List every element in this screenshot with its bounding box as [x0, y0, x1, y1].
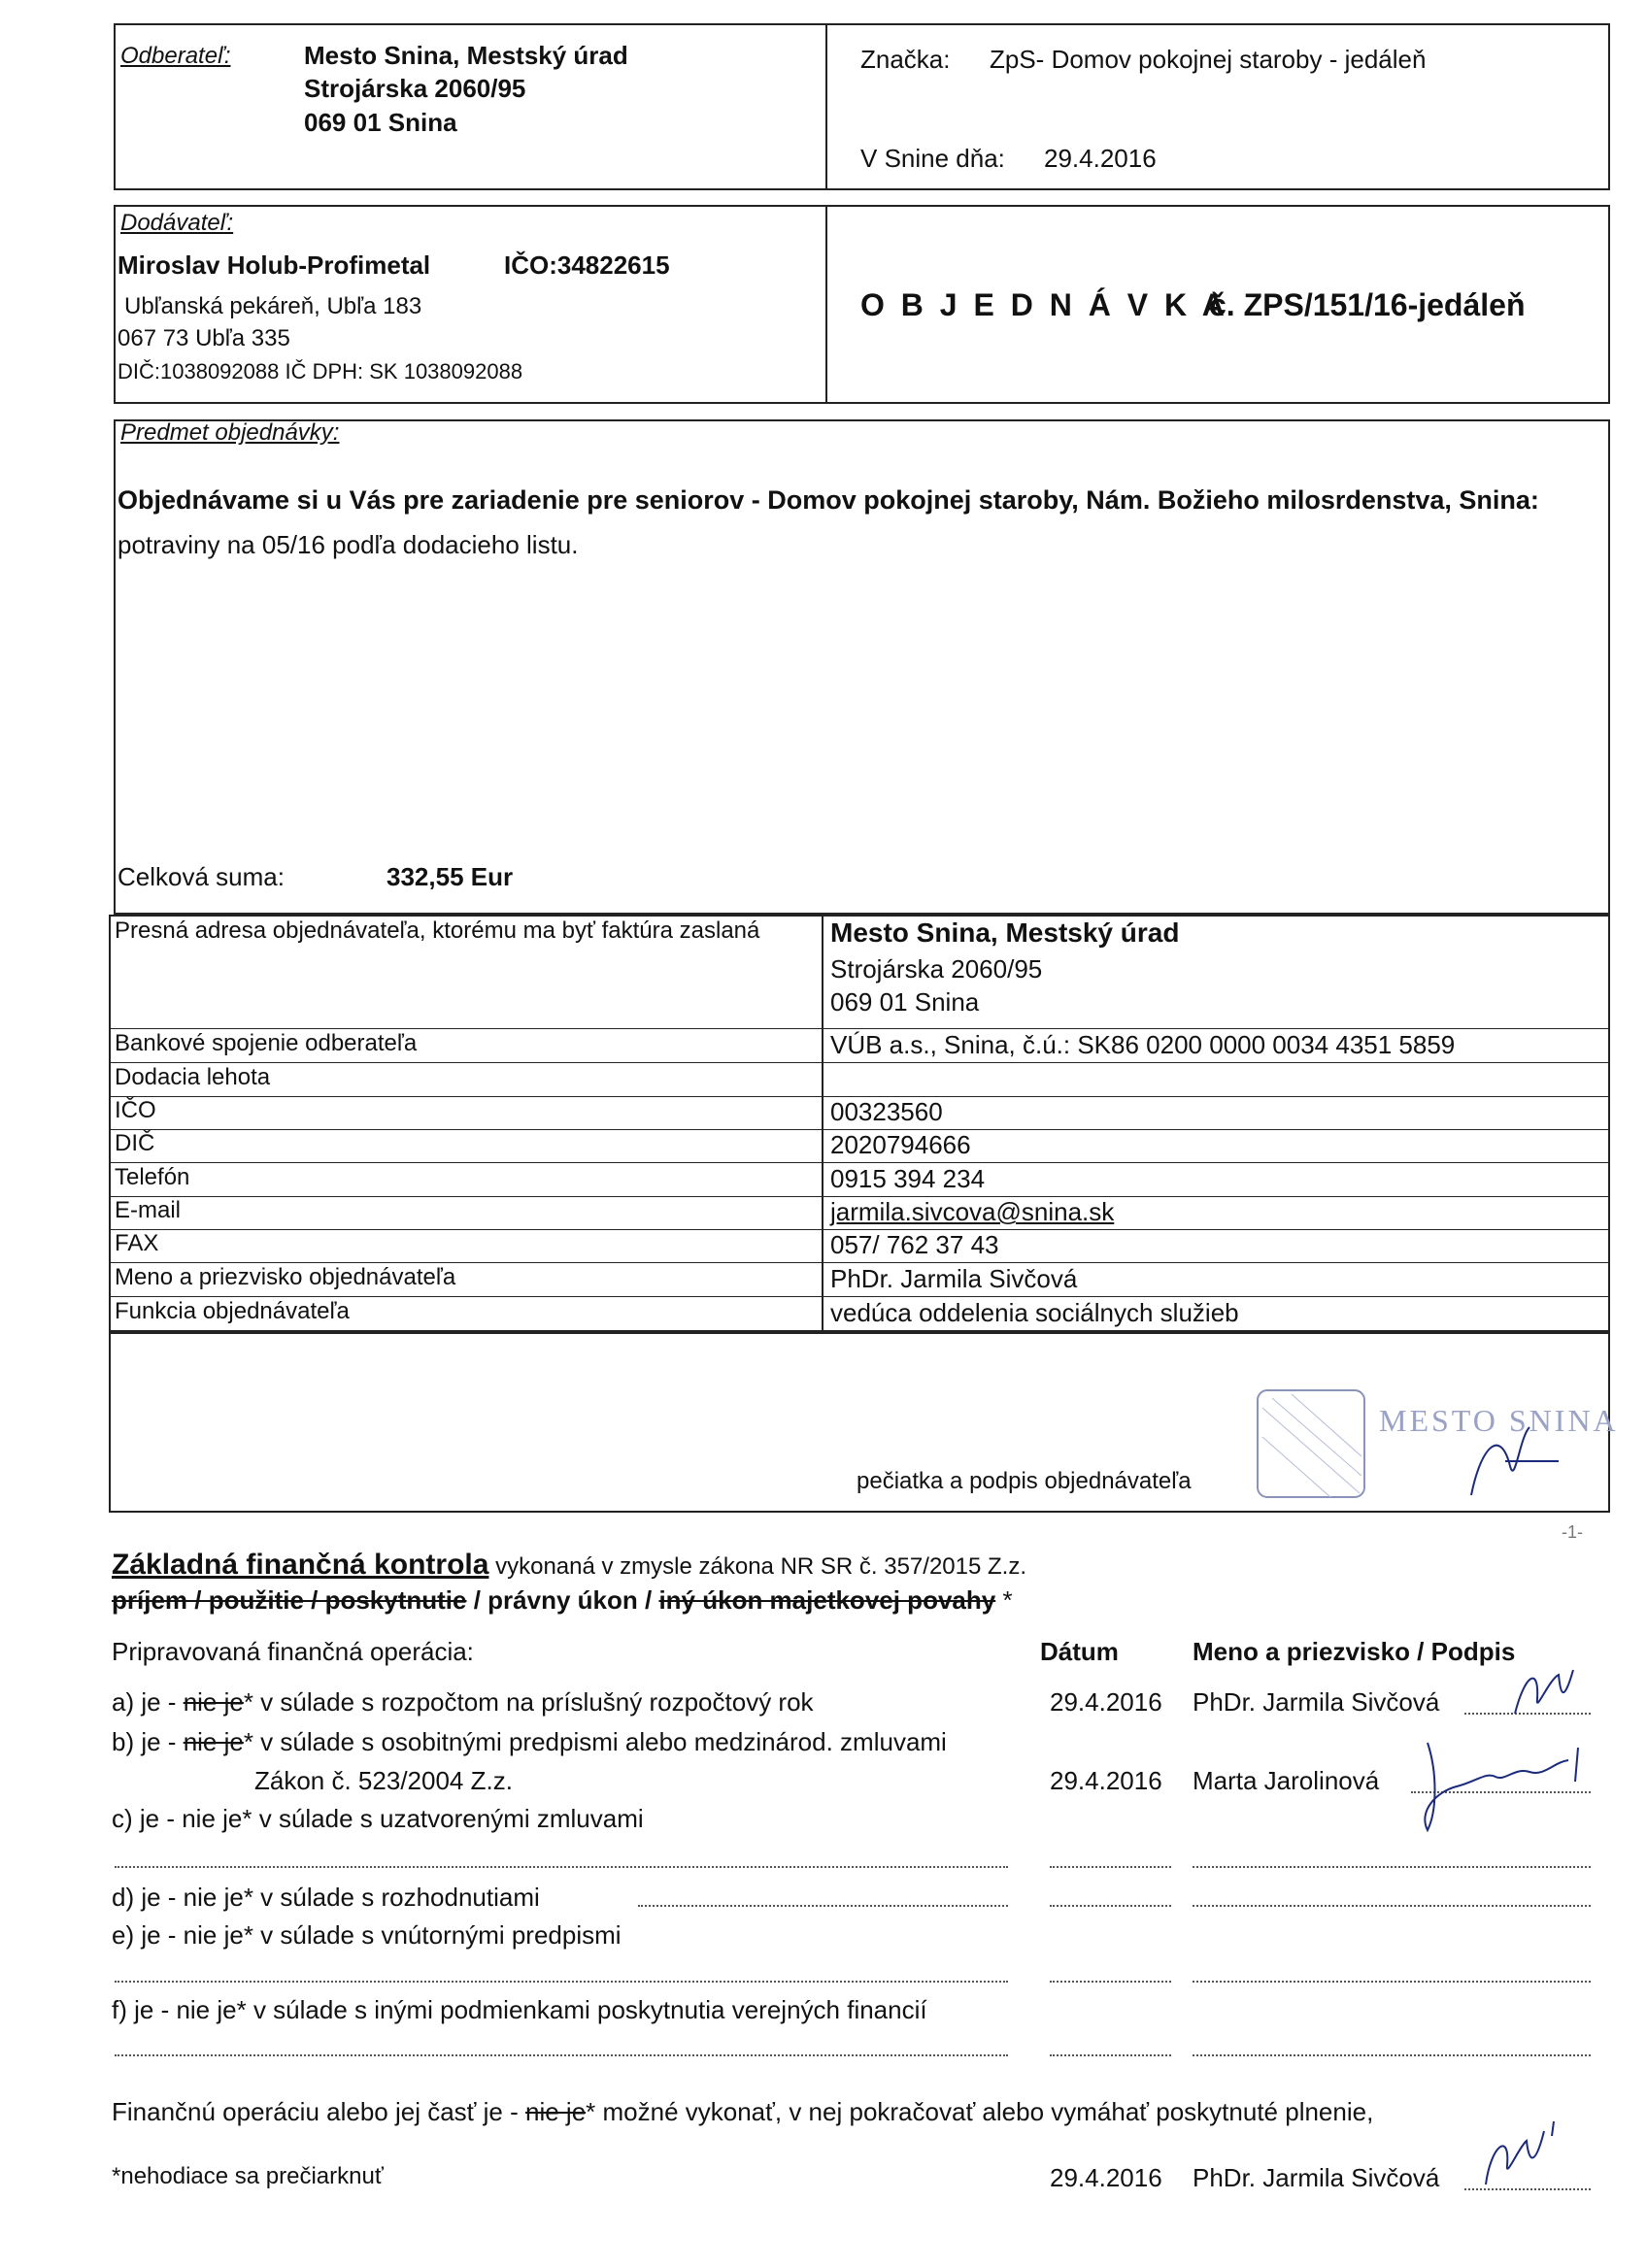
item-e: e) je - nie je* v súlade s vnútornými predpismi [112, 1920, 622, 1950]
item-a-rest: * v súlade s rozpočtom na príslušný rozpočtový rok [243, 1687, 814, 1717]
dodavatel-addr1: Ubľanská pekáreň, Ubľa 183 [124, 293, 422, 319]
item-f-line [115, 2054, 1008, 2056]
dodavatel-ico: IČO:34822615 [504, 250, 670, 280]
table-row-line [109, 1162, 1610, 1163]
item-f: f) je - nie je* v súlade s inými podmienkami poskytnutia verejných financií [112, 1995, 927, 2024]
col-name: Meno a priezvisko / Podpis [1193, 1637, 1516, 1666]
date-value: 29.4.2016 [1044, 144, 1157, 173]
predmet-line1: Objednávame si u Vás pre zariadenie pre seniorov - Domov pokojnej staroby, Nám. Božieho milosrdenstva, Snina: [118, 485, 1539, 515]
odberatel-label: Odberateľ: [120, 43, 231, 69]
stamp-text: MESTO SNINA [1379, 1403, 1619, 1438]
address-line3: 069 01 Snina [830, 987, 980, 1017]
item-d-date-line [1050, 1905, 1171, 1907]
table-row-line [109, 1028, 1610, 1029]
row-value-dic: 2020794666 [830, 1130, 971, 1159]
final-strike: nie je [525, 2097, 587, 2126]
kontrola-line2 [112, 1585, 1013, 1616]
table-row-line [109, 1262, 1610, 1263]
signature-b [1398, 1733, 1593, 1840]
row-value-telefon: 0915 394 234 [830, 1164, 986, 1193]
predmet-line2: potraviny na 05/16 podľa dodacieho listu. [118, 530, 579, 559]
header-divider [825, 23, 827, 190]
row-label-meno: Meno a priezvisko objednávateľa [115, 1264, 456, 1290]
kontrola-title-line [112, 1549, 1026, 1582]
order-number: č. ZPS/151/16-jedáleň [1209, 287, 1526, 322]
kontrola-strike2: iný úkon majetkovej povahy [658, 1585, 996, 1615]
odberatel-street: Strojárska 2060/95 [304, 74, 526, 103]
kontrola-title: Základná finančná kontrola [112, 1549, 489, 1581]
row-label-email: E-mail [115, 1197, 182, 1223]
col-date: Dátum [1040, 1637, 1119, 1666]
item-b-name: Marta Jarolinová [1193, 1766, 1380, 1795]
table-row-line [109, 1062, 1610, 1063]
signature-a [1500, 1655, 1597, 1723]
dodavatel-dic: DIČ:1038092088 IČ DPH: SK 1038092088 [118, 359, 523, 384]
kontrola-subtitle: vykonaná v zmysle zákona NR SR č. 357/2015 Z.z. [488, 1553, 1027, 1580]
kontrola-end: * [995, 1585, 1013, 1615]
item-b-strike: nie je [183, 1727, 244, 1756]
kontrola-strike1: príjem / použitie / poskytnutie [112, 1585, 467, 1615]
dodavatel-name: Miroslav Holub-Profimetal [118, 250, 431, 280]
item-e-date-line [1050, 1981, 1171, 1983]
item-d-name-line [1193, 1905, 1591, 1907]
item-c-line [115, 1866, 1008, 1868]
final-name: PhDr. Jarmila Sivčová [1193, 2163, 1440, 2192]
final-statement [112, 2097, 1373, 2127]
item-a-strike: nie je [183, 1687, 244, 1717]
item-a-name: PhDr. Jarmila Sivčová [1193, 1687, 1440, 1717]
final-date: 29.4.2016 [1050, 2163, 1162, 2192]
table-divider [822, 915, 824, 1332]
stamp-signature [1452, 1408, 1568, 1515]
item-f-date-line [1050, 2054, 1171, 2056]
order-title: O B J E D N Á V K A [860, 287, 1228, 322]
col-operation: Pripravovaná finančná operácia: [112, 1637, 474, 1666]
kontrola-mid: / právny úkon / [466, 1585, 659, 1615]
stamp-label: pečiatka a podpis objednávateľa [857, 1468, 1192, 1494]
address-label: Presná adresa objednávateľa, ktorému ma byť faktúra zaslaná [115, 917, 760, 944]
dodavatel-divider [825, 205, 827, 404]
row-value-ico: 00323560 [830, 1097, 943, 1126]
dodavatel-label: Dodávateľ: [120, 210, 234, 236]
item-e-line [115, 1981, 1008, 1983]
item-b-pre: b) je - [112, 1727, 184, 1756]
znacka-value: ZpS- Domov pokojnej staroby - jedáleň [990, 45, 1427, 74]
item-d-line [638, 1905, 1008, 1907]
footnote: *nehodiace sa prečiarknuť [112, 2163, 384, 2189]
item-b-rest: * v súlade s osobitnými predpismi alebo medzinárod. zmluvami [243, 1727, 947, 1756]
total-label: Celková suma: [118, 862, 285, 891]
row-label-lehota: Dodacia lehota [115, 1064, 271, 1090]
signature-final [1466, 2117, 1563, 2194]
date-label: V Snine dňa: [860, 144, 1005, 173]
row-label-fax: FAX [115, 1230, 159, 1256]
final-pre: Finančnú operáciu alebo jej časť je - [112, 2097, 525, 2126]
item-b [112, 1727, 947, 1757]
row-label-telefon: Telefón [115, 1164, 190, 1190]
total-value: 332,55 Eur [387, 862, 514, 891]
predmet-label: Predmet objednávky: [120, 419, 340, 446]
row-value-meno: PhDr. Jarmila Sivčová [830, 1264, 1078, 1293]
item-b-date: 29.4.2016 [1050, 1766, 1162, 1795]
row-value-fax: 057/ 762 37 43 [830, 1230, 999, 1259]
address-line2: Strojárska 2060/95 [830, 954, 1043, 984]
item-a-date: 29.4.2016 [1050, 1687, 1162, 1717]
odberatel-name: Mesto Snina, Mestský úrad [304, 41, 628, 70]
row-label-ico: IČO [115, 1097, 156, 1123]
row-value-bank: VÚB a.s., Snina, č.ú.: SK86 0200 0000 0034 4351 5859 [830, 1030, 1456, 1059]
final-post: * možné vykonať, v nej pokračovať alebo vymáhať poskytnuté plnenie, [586, 2097, 1374, 2126]
page-mark: -1- [1562, 1522, 1583, 1542]
item-f-name-line [1193, 2054, 1591, 2056]
item-a [112, 1687, 814, 1718]
address-line1: Mesto Snina, Mestský úrad [830, 917, 1180, 948]
item-e-name-line [1193, 1981, 1591, 1983]
item-d: d) je - nie je* v súlade s rozhodnutiami [112, 1883, 540, 1912]
odberatel-city: 069 01 Snina [304, 108, 457, 137]
znacka-label: Značka: [860, 45, 951, 74]
item-c-date-line [1050, 1866, 1171, 1868]
row-label-funkcia: Funkcia objednávateľa [115, 1298, 350, 1324]
item-a-pre: a) je - [112, 1687, 184, 1717]
table-row-line [109, 1296, 1610, 1297]
row-label-dic: DIČ [115, 1130, 155, 1156]
dodavatel-addr2: 067 73 Ubľa 335 [118, 325, 290, 351]
row-value-email[interactable]: jarmila.sivcova@snina.sk [830, 1197, 1115, 1226]
item-c: c) je - nie je* v súlade s uzatvorenými zmluvami [112, 1804, 644, 1833]
item-c-name-line [1193, 1866, 1591, 1868]
item-b-law: Zákon č. 523/2004 Z.z. [254, 1766, 513, 1795]
row-value-funkcia: vedúca oddelenia sociálnych služieb [830, 1298, 1239, 1327]
row-label-bank: Bankové spojenie odberateľa [115, 1030, 418, 1056]
